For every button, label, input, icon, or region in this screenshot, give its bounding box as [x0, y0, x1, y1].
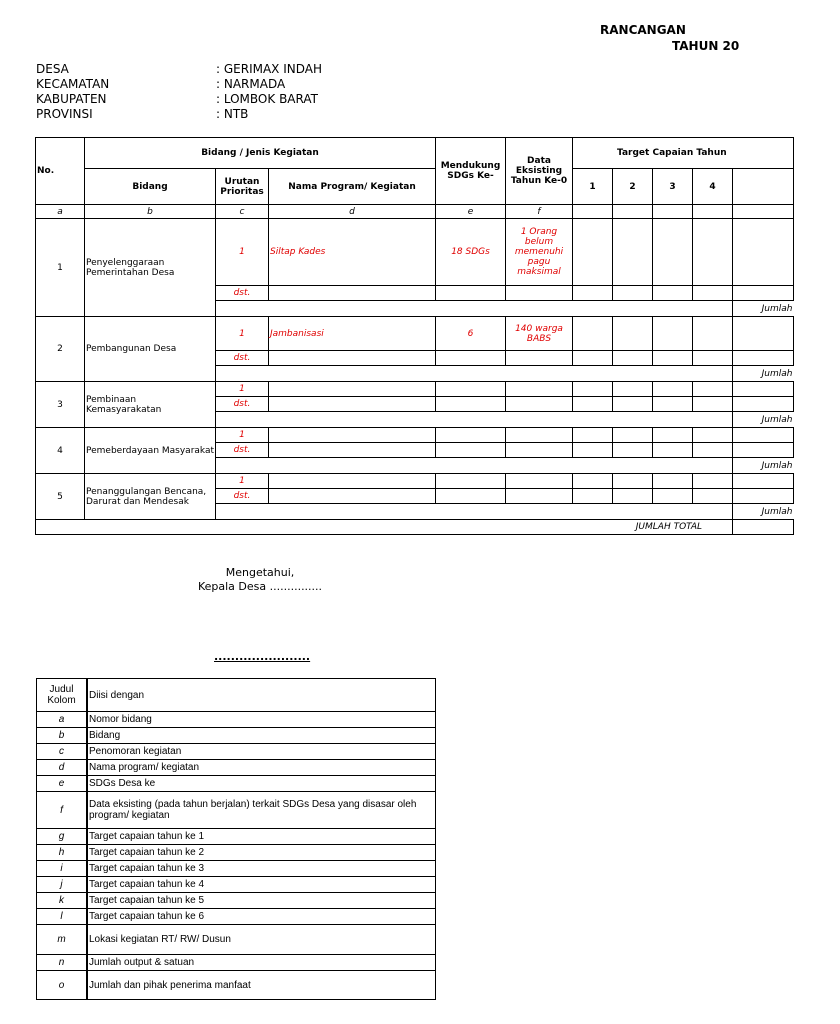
legend-desc: Lokasi kegiatan RT/ RW/ Dusun — [87, 925, 436, 955]
row-4-dst: dst. — [216, 443, 269, 458]
legend-desc: Target capaian tahun ke 4 — [87, 877, 436, 893]
header-year-2: 2 — [613, 169, 653, 205]
row-3-urutan: 1 — [216, 382, 269, 397]
row-1-data: 1 Orang belum memenuhi pagu maksimal — [506, 219, 573, 286]
row-4-jumlah: Jumlah — [733, 458, 794, 474]
legend-col: o — [37, 971, 88, 1000]
row-1-no: 1 — [36, 219, 85, 317]
row-3-bidang: Pembinaan Kemasyarakatan — [85, 382, 216, 428]
row-1-jumlah: Jumlah — [733, 301, 794, 317]
legend-col: h — [37, 845, 88, 861]
document-title-line2: TAHUN 20 — [672, 39, 740, 53]
info-key: DESA — [36, 62, 69, 76]
document-title-line1: RANCANGAN — [600, 23, 686, 37]
letter-a: a — [36, 205, 85, 219]
header-bidang: Bidang — [85, 169, 216, 205]
legend-desc: Jumlah dan pihak penerima manfaat — [87, 971, 436, 1000]
row-3-dst: dst. — [216, 397, 269, 412]
letter-f: f — [506, 205, 573, 219]
info-key: KECAMATAN — [36, 77, 110, 91]
row-1-sdgs: 18 SDGs — [436, 219, 506, 286]
row-3-jumlah: Jumlah — [733, 412, 794, 428]
header-year-1: 1 — [573, 169, 613, 205]
legend-col: a — [37, 712, 88, 728]
header-data-eksisting: Data Eksisting Tahun Ke-0 — [506, 138, 573, 205]
legend-desc: Target capaian tahun ke 3 — [87, 861, 436, 877]
legend-desc: Nomor bidang — [87, 712, 436, 728]
letter-c: c — [216, 205, 269, 219]
legend-desc: Target capaian tahun ke 6 — [87, 909, 436, 925]
row-1-urutan: 1 — [216, 219, 269, 286]
info-row-provinsi — [36, 107, 322, 122]
legend-desc: Target capaian tahun ke 1 — [87, 829, 436, 845]
legend-col: n — [37, 955, 88, 971]
letter-d: d — [269, 205, 436, 219]
info-value: : GERIMAX INDAH — [216, 62, 322, 76]
row-5-jumlah: Jumlah — [733, 504, 794, 520]
row-1-bidang: Penyelenggaraan Pemerintahan Desa — [85, 219, 216, 317]
info-key: KABUPATEN — [36, 92, 107, 106]
legend-header-desc: Diisi dengan — [87, 679, 436, 712]
info-row-desa — [36, 62, 322, 77]
header-urutan: Urutan Prioritas — [216, 169, 269, 205]
legend-desc: Nama program/ kegiatan — [87, 760, 436, 776]
header-year-5 — [733, 169, 794, 205]
plan-table — [35, 137, 794, 535]
row-4-urutan: 1 — [216, 428, 269, 443]
village-info — [36, 62, 322, 122]
info-row-kabupaten — [36, 92, 322, 107]
row-1-dst: dst. — [216, 286, 269, 301]
jumlah-total: JUMLAH TOTAL — [573, 520, 733, 535]
legend-col: l — [37, 909, 88, 925]
legend-col: c — [37, 744, 88, 760]
header-bidang-jenis: Bidang / Jenis Kegiatan — [85, 138, 436, 169]
row-5-dst: dst. — [216, 489, 269, 504]
row-2-dst: dst. — [216, 351, 269, 366]
info-value: : NARMADA — [216, 77, 286, 91]
letter-e: e — [436, 205, 506, 219]
row-2-no: 2 — [36, 317, 85, 382]
legend-desc: Target capaian tahun ke 5 — [87, 893, 436, 909]
legend-desc: Data eksisting (pada tahun berjalan) terkait SDGs Desa yang disasar oleh program/ kegiatan — [87, 792, 436, 829]
row-2-nama: Jambanisasi — [269, 317, 436, 351]
legend-desc: Target capaian tahun ke 2 — [87, 845, 436, 861]
header-sdgs: Mendukung SDGs Ke- — [436, 138, 506, 205]
info-value: : LOMBOK BARAT — [216, 92, 318, 106]
signature-name-placeholder: ....................... — [214, 650, 311, 663]
header-nama: Nama Program/ Kegiatan — [269, 169, 436, 205]
row-2-sdgs: 6 — [436, 317, 506, 351]
legend-col: b — [37, 728, 88, 744]
header-no: No. — [36, 138, 85, 205]
row-4-bidang: Pemeberdayaan Masyarakat — [85, 428, 216, 474]
row-5-urutan: 1 — [216, 474, 269, 489]
header-year-3: 3 — [653, 169, 693, 205]
header-target: Target Capaian Tahun — [573, 138, 794, 169]
legend-desc: Jumlah output & satuan — [87, 955, 436, 971]
row-5-bidang: Penanggulangan Bencana, Darurat dan Mendesak — [85, 474, 216, 520]
info-row-kecamatan — [36, 77, 322, 92]
row-2-urutan: 1 — [216, 317, 269, 351]
legend-desc: SDGs Desa ke — [87, 776, 436, 792]
legend-col: g — [37, 829, 88, 845]
row-4-no: 4 — [36, 428, 85, 474]
legend-col: d — [37, 760, 88, 776]
info-value: : NTB — [216, 107, 249, 121]
header-year-4: 4 — [693, 169, 733, 205]
legend-desc: Bidang — [87, 728, 436, 744]
legend-col: e — [37, 776, 88, 792]
plan-table-viewport — [35, 137, 793, 540]
row-2-data: 140 warga BABS — [506, 317, 573, 351]
row-1-nama: Siltap Kades — [269, 219, 436, 286]
column-legend-table — [36, 678, 436, 1000]
row-2-jumlah: Jumlah — [733, 366, 794, 382]
kepala-desa-label: Kepala Desa ............... — [197, 580, 323, 593]
legend-col: i — [37, 861, 88, 877]
legend-col: k — [37, 893, 88, 909]
row-3-no: 3 — [36, 382, 85, 428]
letter-b: b — [85, 205, 216, 219]
row-2-bidang: Pembangunan Desa — [85, 317, 216, 382]
mengetahui-label: Mengetahui, — [225, 566, 295, 579]
legend-col: f — [37, 792, 88, 829]
legend-desc: Penomoran kegiatan — [87, 744, 436, 760]
legend-col: j — [37, 877, 88, 893]
row-5-no: 5 — [36, 474, 85, 520]
legend-header-col: Judul Kolom — [37, 679, 88, 712]
legend-col: m — [37, 925, 88, 955]
info-key: PROVINSI — [36, 107, 93, 121]
